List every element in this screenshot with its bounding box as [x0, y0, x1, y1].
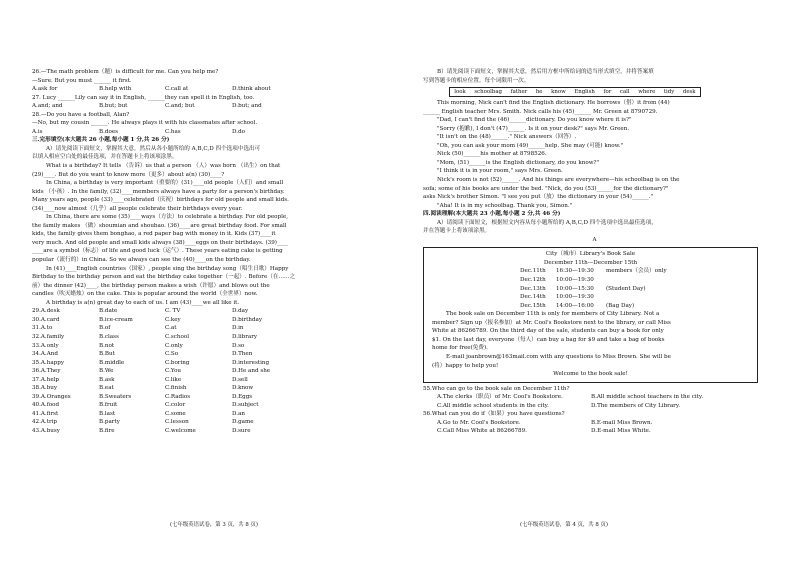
cloze-option-row [32, 316, 382, 325]
option: 40.A.food [32, 402, 60, 409]
question-28-options [32, 128, 382, 137]
text-line: "Mom, (51)______is the English dictionary, do you know?" [437, 159, 600, 166]
option: D.sure [232, 427, 251, 434]
word-box-word: father [510, 88, 528, 95]
option: C.So [165, 351, 179, 358]
text-line: very much. And old people and small kids always (38)____eggs on their birthdays. (39)____ [32, 239, 289, 246]
word-box-word: where [638, 88, 656, 95]
option: C.at [165, 325, 177, 332]
text-line: $1. On the last day, everyone（每人）can buy a bag for $9 and take a bag of books [432, 336, 665, 343]
option: B.middle [99, 359, 125, 366]
text-line: In China, there are some (35)____ways（方法）to celebrate a birthday. For old people, [46, 214, 288, 221]
schedule-row [432, 267, 749, 276]
text-line: 前）the dinner (42)____, the birthday person makes a wish（许愿）and blows out the [32, 282, 270, 289]
cloze-paragraph-3 [32, 213, 382, 264]
schedule-cell: Dec.12th [520, 277, 546, 284]
schedule-row [432, 302, 749, 311]
option: D.day [232, 308, 249, 315]
option: 42.A.trip [32, 419, 58, 426]
cloze-option-row [32, 324, 382, 333]
reading-a-instruction-cont: 并在答题卡上将该项涂黑。 [423, 228, 491, 235]
cloze-option-row [32, 384, 382, 393]
ad-welcome: Welcome to the book sale! [553, 371, 628, 378]
schedule-cell: Dec.13th [520, 285, 546, 292]
word-box-word: look [454, 88, 466, 95]
option: 34.A.And [32, 351, 58, 358]
word-box [449, 87, 701, 97]
text-line: kids （小孩）. In the family, (32)____members always have a party for a person's birthday. [32, 188, 285, 195]
question-55-options-row-1 [423, 393, 766, 402]
word-box-word: he [535, 88, 543, 95]
text-line: candles（吹灭蜡烛）on the cake. This is popular around the world（全世界）now. [32, 291, 258, 298]
option: C.Radios [165, 393, 191, 400]
option: B.eat [99, 385, 114, 392]
text-line: "I think it is in your room," says Mrs. Green. [437, 168, 563, 175]
schedule-cell: members（会员）only [606, 268, 667, 275]
schedule-cell: Dec.15th [520, 302, 546, 309]
option: B.ice-cream [99, 316, 133, 323]
cloze-paragraph-4 [32, 265, 382, 299]
option: 32.A.family [32, 333, 65, 340]
text-line: The book sale on December 11th is only for members of City Library. Not a [446, 311, 660, 318]
cloze-option-row [32, 410, 382, 419]
option: D.E-mail Miss White. [591, 428, 651, 435]
option: 31.A.to [32, 325, 53, 332]
text-line: White at 86266789. On the third day of the sale, students can buy a book for only [432, 328, 664, 335]
cloze-option-row [32, 350, 382, 359]
text-line: "Oh, you can ask your mom (49)______help. She may (可能) know." [437, 142, 624, 149]
word-box-word: schoolbag [474, 88, 502, 95]
option: C.All middle school students in the city. [437, 402, 549, 409]
option: D.sell [232, 376, 248, 383]
text-line: popular（流行的）in China. So we always can see the (40)____on the birthday. [32, 257, 251, 264]
cloze-paragraph-5: A birthday is a(n) great day to each of us. I am (43)____we all like it. [46, 299, 240, 306]
cloze-paragraph-2 [32, 179, 382, 213]
option: D.library [232, 333, 258, 340]
option: D.The members of City Library. [591, 402, 681, 409]
cloze-option-row [32, 342, 382, 351]
cloze-a-instruction: A）请先阅读下面短文，掌握其大意，然后从各小题所给的 A,B,C,D 四个选项中选出可 [46, 145, 261, 152]
option: D.interesting [232, 359, 270, 366]
text-line: the family makes （做）shoumian and shoubao. (36)____are great birthday food. For small [32, 222, 287, 229]
text-line: In China, a birthday is very important（重要的）(31)____old people（人们）and small [46, 180, 284, 187]
text-line: "Sorry (抱歉), I don't (47)______. Is it on your desk?" says Mr. Green. [437, 125, 630, 132]
option: B.fruit [99, 402, 118, 409]
option: 35.A.happy [32, 359, 64, 366]
cloze-option-row [32, 333, 382, 342]
option: A.Go to Mr. Cool's Bookstore. [437, 419, 521, 426]
schedule-cell: 10:00—19:30 [556, 294, 594, 301]
option: D.an [232, 410, 246, 417]
option: C.boring [165, 359, 190, 366]
schedule-cell: (Bag Day) [606, 302, 635, 309]
word-box-word: know [551, 88, 566, 95]
option: D.in [232, 325, 244, 332]
option: B.class [99, 333, 119, 340]
option: 29.A.desk [32, 308, 60, 315]
cloze-option-row [32, 307, 382, 316]
option: B.does [99, 128, 119, 135]
option: B.All middle school teachers in the city. [591, 394, 704, 401]
option: B.fire [99, 427, 115, 434]
option: 36.A.They [32, 368, 61, 375]
schedule-cell: 14:00—16:00 [556, 302, 594, 309]
option: B.but; but [99, 103, 128, 110]
text-line: In (41)____English countries（国家）, people sing the birthday song（唱生日歌）Happy [46, 265, 289, 272]
text-line: E-mail joanbrown@163mail.com with any questions to Miss Brown. She will be [446, 353, 671, 360]
option: C.lesson [165, 419, 189, 426]
text-line: Nick's room is not (52)______. And his things are everywhere—his schoolbag is on the [437, 177, 680, 184]
text-line: Nick (50)______his mother at 8798526. [437, 151, 547, 158]
passage-label: A [592, 236, 597, 243]
option: A.ask for [32, 86, 58, 93]
text-line: What is a birthday? It tells （告诉）us that a person （人）was born （出生）on that [46, 163, 281, 170]
page-footer-left: (七年级英语试卷，第 3 页，共 8 页) [170, 522, 258, 528]
option: C.finish [165, 385, 187, 392]
question-56-options-row-1 [423, 419, 766, 428]
cloze-paragraph-1 [32, 162, 382, 179]
option: D.He and she [232, 368, 271, 375]
option: 30.A.card [32, 316, 60, 323]
word-box-word: English [574, 88, 595, 95]
book-sale-ad [423, 247, 758, 382]
text-line: This morning, Nick can't find the English dictionary. He borrows（借）it from (44) [437, 100, 670, 107]
text-line: "Aha! It is in my schoolbag. Thank you, Simon." [437, 202, 573, 209]
option: B.last [99, 410, 116, 417]
schedule-row [432, 285, 749, 294]
option: 37.A.help [32, 376, 59, 383]
text-line: (29)____. But do you want to know more（更多）about a(n) (30)____? [32, 171, 225, 178]
schedule-cell: 16:30—19:30 [556, 268, 594, 275]
option: 38.A.buy [32, 385, 58, 392]
question-55-options-row-2 [423, 402, 766, 411]
option: C.and; but [165, 103, 195, 110]
option: C.You [165, 368, 182, 375]
word-box-word: desk [682, 88, 696, 95]
dialog-passage [423, 99, 766, 210]
word-box-word: tidy [663, 88, 675, 95]
question-56-options-row-2 [423, 427, 766, 436]
option: 43.A.busy [32, 427, 60, 434]
word-box-word: for [603, 88, 612, 95]
option: C.call at [165, 86, 189, 93]
option: D.birthday [232, 316, 263, 323]
option: B.not [99, 342, 115, 349]
cloze-option-row [32, 418, 382, 427]
option: D.think about [232, 86, 271, 93]
option: A.The clerks（职员）of Mr. Cool's Bookstore. [437, 394, 563, 401]
cloze-option-row [32, 376, 382, 385]
option: B.We [99, 368, 114, 375]
section-3-title: 三.完形填空(本大题共 26 小题,每小题 1 分,共 26 分) [32, 137, 170, 144]
cloze-option-row [32, 401, 382, 410]
reading-a-instruction: A）请阅读下面短文，根据短文内容从每小题所给的 A,B,C,D 四个选项中选出最佳选项， [437, 219, 657, 226]
option: B.help with [99, 86, 132, 93]
option: B.E-mail Miss Brown. [591, 419, 653, 426]
text-line: home for free(免费). [432, 345, 488, 352]
option: C.Call Miss White at 86266789. [437, 428, 527, 435]
schedule-cell: (Student Day) [606, 285, 646, 292]
schedule-row [432, 293, 749, 302]
question-28-reply: —No, but my cousin ______. He always plays it with his classmates after school. [32, 120, 258, 127]
question-56: 56.What can you do if（如果）you have questions? [423, 411, 565, 418]
option: C.only [165, 342, 183, 349]
option: D.subject [232, 402, 259, 409]
text-line: asks Nick's brother Simon. "I see you put（放）the dictionary in your (54)______." [423, 194, 654, 201]
section-b-instruction: B）请先阅读下面短文，掌握其大意，然后用方框中所给词的适当形式填空，并将答案填 [437, 69, 654, 75]
text-line: (34)____now almost（几乎）all people celebrate their birthdays every year. [32, 205, 243, 212]
option: A.and; and [32, 103, 63, 110]
question-55: 55.Who can go to the book sale on December 11th? [423, 385, 570, 392]
option: B.Sweaters [99, 393, 132, 400]
option: D.game [232, 419, 254, 426]
schedule-row [432, 276, 749, 285]
text-line: kids, the family gives them bonghao, a red paper bag with money in it. Kids (37)____it [32, 231, 276, 238]
word-box-word: call [619, 88, 630, 95]
text-line: "Dad, I can't find the (46)______dictionary. Do you know where it is?" [437, 117, 632, 124]
cloze-options [32, 307, 382, 435]
option: D.Eggs [232, 393, 253, 400]
text-line: Many years ago, people (33)____celebrated（庆祝）birthdays for old people and small kids. [32, 197, 289, 204]
option: B.of [99, 325, 111, 332]
right-column [423, 68, 766, 436]
option: B.ask [99, 376, 115, 383]
text-line: ____are a symbol（标志）of life and good luck（运气）. These years eating cake is getting [32, 248, 283, 255]
text-line: member? Sign up（报名参加）at Mr. Cool's Bookstore next to the library, or call Miss [432, 319, 671, 326]
ad-title: City（城市）Library's Book Sale [545, 251, 636, 258]
option: B.party [99, 419, 120, 426]
option: D.do [232, 128, 246, 135]
question-27: 27. Lucy ______Lily can say it in English, ______they can spell it in English, too. [32, 94, 255, 101]
question-28: 28.—Do you have a football, Alan? [32, 111, 130, 118]
option: D.so [232, 342, 245, 349]
cloze-option-row [32, 367, 382, 376]
ad-dates: December 11th—December 15th [543, 259, 638, 266]
option: 33.A.only [32, 342, 59, 349]
schedule-cell: 10:00—19:30 [556, 277, 594, 284]
option: D.but; and [232, 103, 262, 110]
option: B.But [99, 351, 115, 358]
schedule-cell: Dec.11th [520, 268, 546, 275]
text-line: "It isn't on the (48)______." Nick answers（回答）. [437, 134, 577, 141]
option: C.color [165, 402, 186, 409]
schedule-cell: Dec.14th [520, 294, 546, 301]
left-column [32, 68, 382, 436]
option: A.is [32, 128, 43, 135]
option: C.like [165, 376, 182, 383]
schedule-cell: 10:00—15:30 [556, 285, 594, 292]
section-b-instruction-cont: 写到答题卡的相应位置。每个词限用一次。 [423, 77, 530, 84]
option: D.know [232, 385, 254, 392]
option: C.school [165, 333, 189, 340]
question-27-options [32, 102, 382, 111]
question-26-reply: —Sure. But you must ______ it first. [32, 77, 132, 84]
page-footer-right: (七年级英语试卷，第 4 页，共 8 页) [520, 522, 608, 528]
option: C.key [165, 316, 181, 323]
option: B.date [99, 308, 118, 315]
cloze-option-row [32, 427, 382, 436]
option: C.has [165, 128, 181, 135]
option: 39.A.Oranges [32, 393, 71, 400]
text-line: (将）happy to help you! [432, 362, 499, 369]
option: D.Then [232, 351, 253, 358]
option: C.some [165, 410, 186, 417]
question-26: 26.—The math problem（题）is difficult for me. Can you help me? [32, 69, 219, 75]
option: 41.A.first [32, 410, 59, 417]
cloze-option-row [32, 393, 382, 402]
ad-schedule [432, 267, 749, 310]
option: C.welcome [165, 427, 196, 434]
text-line: sofa; some of his books are under the bed. "Nick, do you (53)______for the dictionary?" [423, 185, 669, 192]
cloze-a-instruction-cont: 以填入相应空白处的最佳选项，并在答题卡上将该项涂黑。 [32, 154, 178, 161]
cloze-option-row [32, 359, 382, 368]
section-4-title: 四.阅读理解(本大题共 23 小题,每小题 2 分,共 46 分) [423, 211, 561, 218]
text-line: ______ English teacher Mrs. Smith. Nick calls his (45)______ Mr. Green at 8790729. [423, 108, 658, 115]
question-26-options [32, 85, 382, 94]
text-line: Birthday to the birthday person and eat the birthday cake together（一起）. Before（在……之 [32, 274, 296, 281]
option: C. TV [165, 308, 181, 315]
